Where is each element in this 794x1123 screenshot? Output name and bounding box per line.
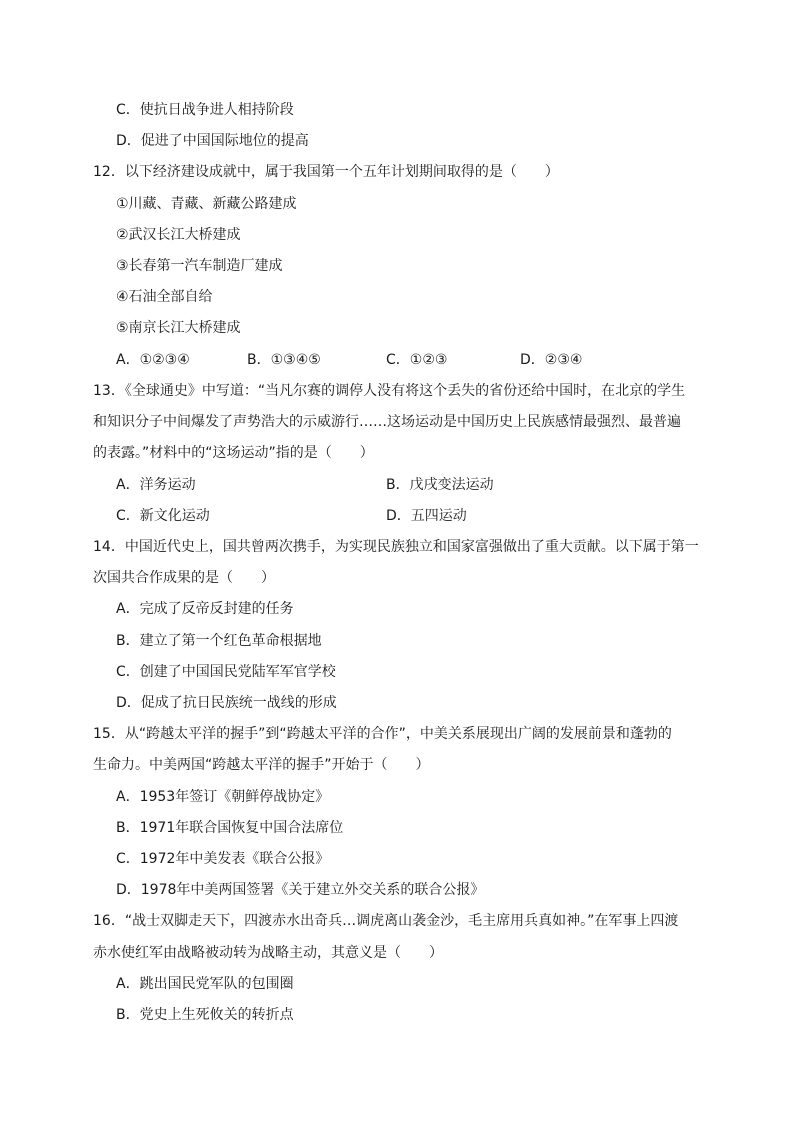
- q16-stem-line-2: 赤水使红军由战略被动转为战略主动，其意义是（ ）: [93, 945, 443, 961]
- q14-stem-line-2: 次国共合作成果的是（ ）: [93, 570, 275, 586]
- q14-option-d: D．促成了抗日民族统一战线的形成: [116, 695, 337, 711]
- q15-option-c: C．1972年中美发表《联合公报》: [116, 851, 330, 867]
- q13-option-b: B．戊戌变法运动: [386, 477, 494, 493]
- q14-stem-line-1: 14．中国近代史上，国共曾两次携手，为实现民族独立和国家富强做出了重大贡献。以下属于第一: [93, 539, 699, 555]
- q14-option-c: C．创建了中国国民党陆军军官学校: [116, 664, 336, 680]
- q12-stem: 12．以下经济建设成就中，属于我国第一个五年计划期间取得的是（ ）: [93, 164, 559, 180]
- q12-option-a: A．①②③④: [116, 352, 190, 368]
- q15-stem-line-2: 生命力。中美两国“跨越太平洋的握手”开始于（ ）: [93, 757, 430, 773]
- q15-option-b: B．1971年联合国恢复中国合法席位: [116, 820, 344, 836]
- q16-option-a: A．跳出国民党军队的包围圈: [116, 976, 294, 992]
- q12-item-1: ①川藏、青藏、新藏公路建成: [116, 196, 297, 212]
- q16-stem-line-1: 16．“战士双脚走天下，四渡赤水出奇兵…调虎离山袭金沙，毛主席用兵真如神。”在军事上四渡: [93, 913, 679, 929]
- q14-option-b: B．建立了第一个红色革命根据地: [116, 633, 322, 649]
- q12-item-3: ③长春第一汽车制造厂建成: [116, 258, 283, 274]
- q13-option-c: C．新文化运动: [116, 508, 210, 524]
- q12-option-c: C．①②③: [386, 352, 448, 368]
- q13-option-a: A．洋务运动: [116, 477, 196, 493]
- q16-option-b: B．党史上生死攸关的转折点: [116, 1007, 294, 1023]
- q12-item-2: ②武汉长江大桥建成: [116, 227, 241, 243]
- q15-option-d: D．1978年中美两国签署《关于建立外交关系的联合公报》: [116, 882, 485, 898]
- q12-option-b: B．①③④⑤: [247, 352, 321, 368]
- q11-option-d: D．促进了中国国际地位的提高: [116, 133, 309, 149]
- q12-item-4: ④石油全部自给: [116, 289, 213, 305]
- q11-option-c: C．使抗日战争进人相持阶段: [116, 102, 294, 118]
- q15-stem-line-1: 15．从“跨越太平洋的握手”到“跨越太平洋的合作”，中美关系展现出广阔的发展前景和蓬勃的: [93, 726, 672, 742]
- q12-option-d: D．②③④: [520, 352, 583, 368]
- q15-option-a: A．1953年签订《朝鲜停战协定》: [116, 789, 330, 805]
- q13-stem-line-2: 和知识分子中间爆发了声势浩大的示威游行……这场运动是中国历史上民族感情最强烈、最普遍: [93, 414, 681, 430]
- q13-stem-line-3: 的表露。”材料中的“这场运动”指的是（ ）: [93, 445, 374, 461]
- q14-option-a: A．完成了反帝反封建的任务: [116, 601, 294, 617]
- q13-stem-line-1: 13．《全球通史》中写道：“当凡尔赛的调停人没有将这个丢失的省份还给中国时，在北京的学生: [93, 383, 686, 399]
- q13-option-d: D．五四运动: [386, 508, 467, 524]
- q12-item-5: ⑤南京长江大桥建成: [116, 320, 241, 336]
